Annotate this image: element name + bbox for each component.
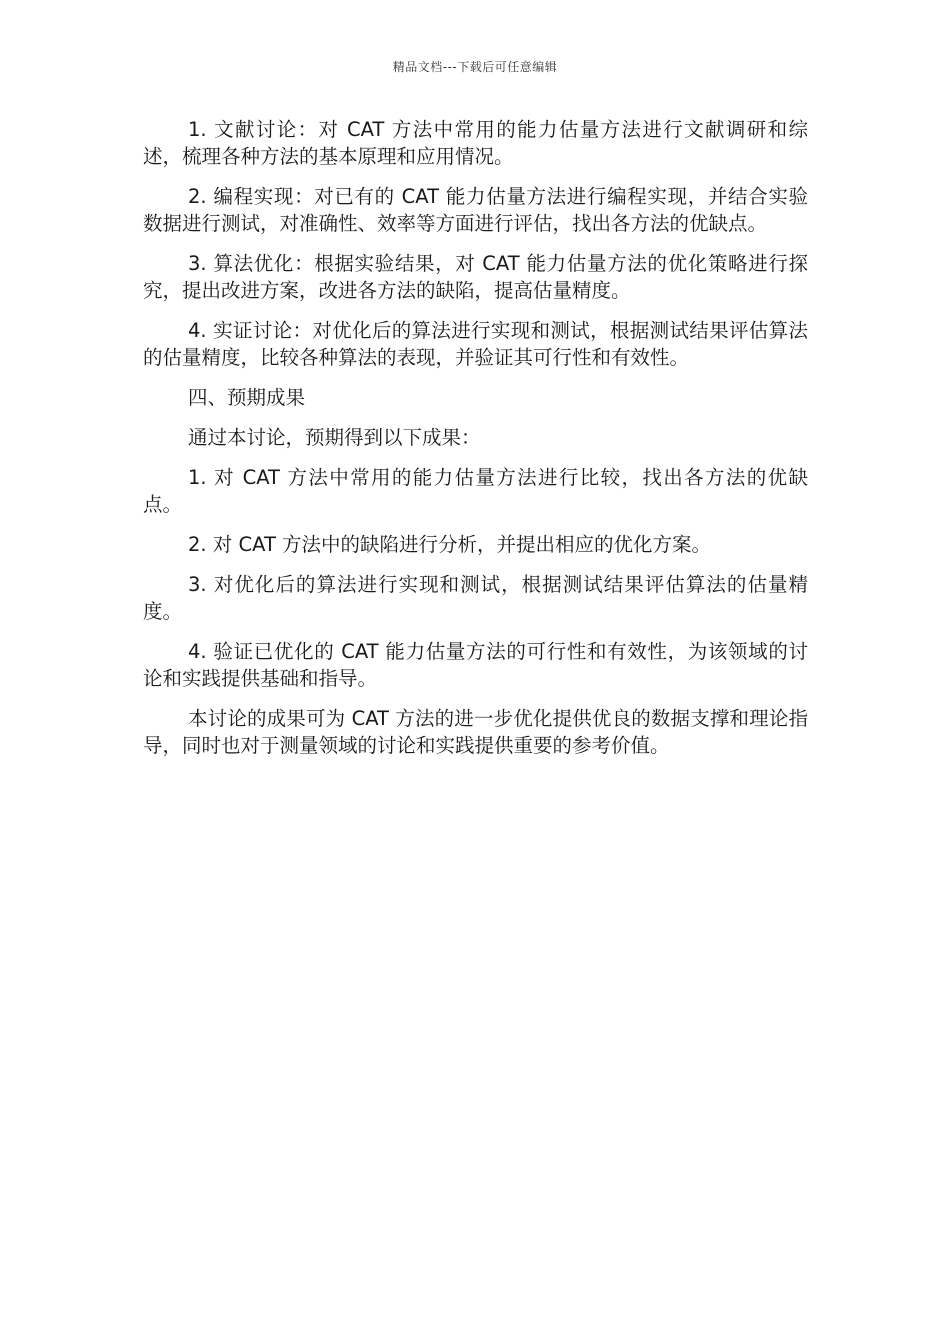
method-item-optimization: 3. 算法优化：根据实验结果，对 CAT 能力估量方法的优化策略进行探究，提出改进方案，改进各方法的缺陷，提高估量精度。 [143, 252, 808, 302]
method-item-empirical: 4. 实证讨论：对优化后的算法进行实现和测试，根据测试结果评估算法的估量精度，比较各种算法的表现，并验证其可行性和有效性。 [143, 319, 808, 369]
method-item-programming: 2. 编程实现：对已有的 CAT 能力估量方法进行编程实现，并结合实验数据进行测试，对准确性、效率等方面进行评估，找出各方法的优缺点。 [143, 185, 808, 235]
page-header: 精品文档---下载后可任意编辑 [392, 60, 558, 74]
method-item-literature: 1. 文献讨论：对 CAT 方法中常用的能力估量方法进行文献调研和综述，梳理各种方法的基本原理和应用情况。 [143, 118, 808, 168]
result-item-3: 3. 对优化后的算法进行实现和测试，根据测试结果评估算法的估量精度。 [143, 573, 808, 623]
document-body [143, 116, 808, 772]
result-item-4: 4. 验证已优化的 CAT 能力估量方法的可行性和有效性，为该领域的讨论和实践提供基础和指导。 [143, 640, 808, 690]
results-intro: 通过本讨论，预期得到以下成果： [188, 426, 481, 449]
section-heading-expected-results: 四、预期成果 [188, 386, 306, 409]
conclusion-paragraph: 本讨论的成果可为 CAT 方法的进一步优化提供优良的数据支撑和理论指导，同时也对于测量领域的讨论和实践提供重要的参考价值。 [143, 707, 808, 757]
result-item-1: 1. 对 CAT 方法中常用的能力估量方法进行比较，找出各方法的优缺点。 [143, 466, 808, 516]
result-item-2: 2. 对 CAT 方法中的缺陷进行分析，并提出相应的优化方案。 [188, 533, 712, 556]
